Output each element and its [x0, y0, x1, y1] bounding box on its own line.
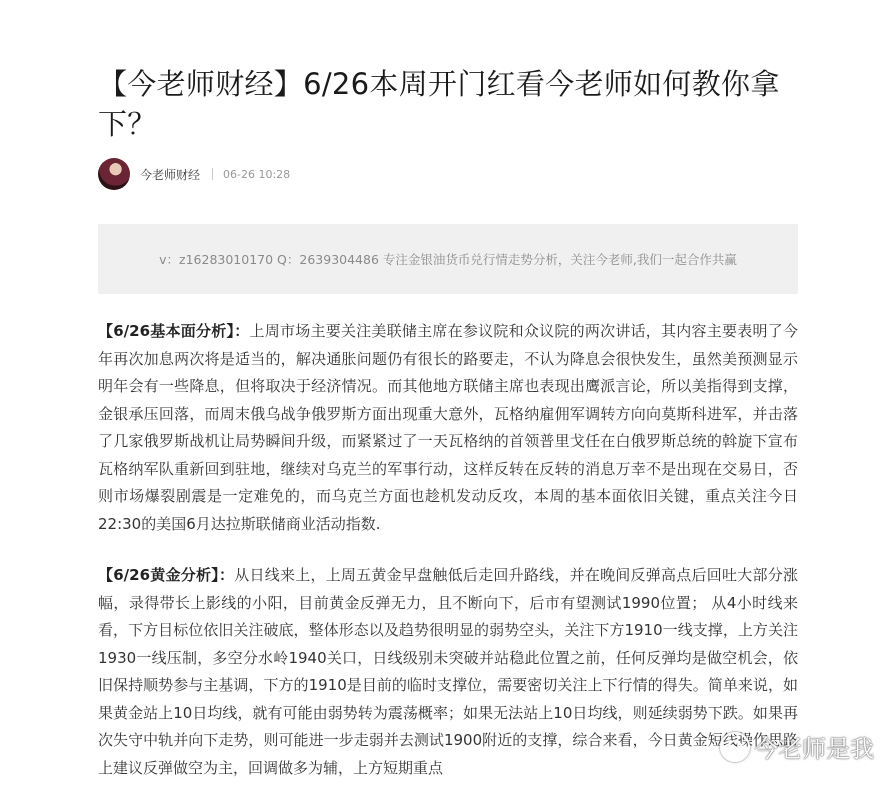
- meta-divider: [212, 168, 213, 180]
- article-title: 【今老师财经】6/26本周开门红看今老师如何教你拿下？: [98, 67, 780, 141]
- paragraph-heading: 【6/26黄金分析】：: [98, 566, 235, 584]
- article: [98, 0, 798, 782]
- contact-notice: [98, 224, 798, 294]
- article-meta: [98, 158, 798, 190]
- publish-time: 06-26 10:28: [223, 167, 291, 181]
- author-avatar[interactable]: [98, 158, 130, 190]
- watermark-text: 今老师是我: [754, 735, 874, 763]
- paragraph-gold-analysis: [98, 562, 798, 782]
- paragraph-body: 上周市场主要关注美联储主席在参议院和众议院的两次讲话，其内容主要表明了今年再次加息两次将是适当的，解决通胀问题仍有很长的路要走，不认为降息会很快发生，虽然美预测显示明年会有一些降息，但将取决于经济情况。而其他地方联储主席也表现出鹰派言论，所以美指得到支撑，金银承压回落，而周末俄乌战争俄罗斯方面出现重大意外，瓦格纳雇佣军调转方向向莫斯科进军，并击落了几家俄罗斯战机让局势瞬间升级，而紧紧过了一天瓦格纳的首领普里戈任在白俄罗斯总统的斡旋下宣布瓦格纳军队重新回到驻地，继续对乌克兰的军事行动，这样反转在反转的消息万幸不是出现在交易日，否则市场爆裂剧震是一定难免的，而乌克兰方面也趁机发动反攻，本周的基本面依旧关键，重点关注今日22:30的美国6月达拉斯联储商业活动指数.: [98, 322, 798, 533]
- author-name[interactable]: 今老师财经: [140, 167, 201, 182]
- contact-notice-text: v：z16283010170 Q：2639304486 专注金银油货币兑行情走势分析，关注今老师,我们一起合作共赢: [159, 252, 737, 267]
- paragraph-body: 从日线来上，上周五黄金早盘触低后走回升路线，并在晚间反弹高点后回吐大部分涨幅，录得带长上影线的小阳，目前黄金反弹无力，且不断向下，后市有望测试1990位置； 从4小时线来看，下方目标位依旧关注破底，整体形态以及趋势很明显的弱势空头，关注下方1910一线支撑，上方关注1930一线压制，多空分水岭1940关口，日线级别未突破并站稳此位置之前，任何反弹均是做空机会，依旧保持顺势参与主基调，下方的1910是目前的临时支撑位，需要密切关注上下行情的得失。简单来说，如果黄金站上10日均线，就有可能由弱势转为震荡概率；如果无法站上10日均线，则延续弱势下跌。如果再次失守中轨并向下走势，则可能进一步走弱并去测试1900附近的支撑，综合来看，今日黄金短线操作思路上建议反弹做空为主，回调做多为辅，上方短期重点: [98, 566, 798, 777]
- paragraph-fundamentals: [98, 318, 798, 538]
- watermark: [720, 729, 874, 764]
- watermark-logo-icon: [720, 732, 750, 762]
- paragraph-heading: 【6/26基本面分析】：: [98, 322, 250, 340]
